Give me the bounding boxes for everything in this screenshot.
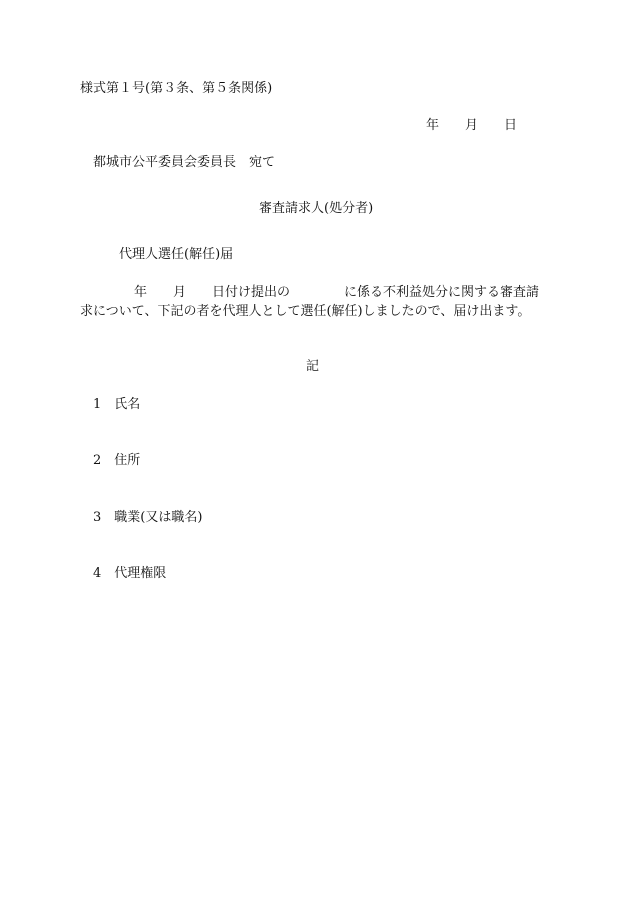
body-line1-end: に係る不利益処分に関する審査請 — [344, 285, 540, 300]
item-label: 氏名 — [114, 397, 141, 412]
item-number: 4 — [93, 566, 102, 581]
date-day: 日 — [504, 118, 518, 133]
item-label: 代理権限 — [114, 566, 167, 581]
item-address — [93, 453, 140, 469]
document-title: 代理人選任(解任)届 — [119, 247, 234, 262]
body-day-submitted: 日付け提出の — [212, 285, 291, 300]
item-number: 2 — [93, 453, 102, 468]
item-label: 職業(又は職名) — [114, 510, 203, 525]
date-year: 年 — [426, 118, 440, 133]
item-label: 住所 — [114, 453, 141, 468]
item-name — [93, 397, 140, 413]
item-number: 1 — [93, 397, 102, 412]
date-month: 月 — [465, 118, 479, 133]
date-line — [426, 118, 517, 134]
form-number: 様式第１号(第３条、第５条関係) — [80, 81, 273, 96]
item-authority — [93, 566, 166, 582]
body-line-1 — [80, 285, 539, 301]
body-month: 月 — [173, 285, 187, 300]
body-line-2: 求について、下記の者を代理人として選任(解任)しましたので、届け出ます。 — [80, 304, 531, 319]
addressee: 都城市公平委員会委員長 宛て — [93, 155, 276, 170]
item-number: 3 — [93, 510, 102, 525]
ki-heading: 記 — [306, 359, 320, 374]
body-year: 年 — [134, 285, 148, 300]
item-occupation — [93, 510, 202, 526]
requester-label: 審査請求人(処分者) — [259, 201, 374, 216]
